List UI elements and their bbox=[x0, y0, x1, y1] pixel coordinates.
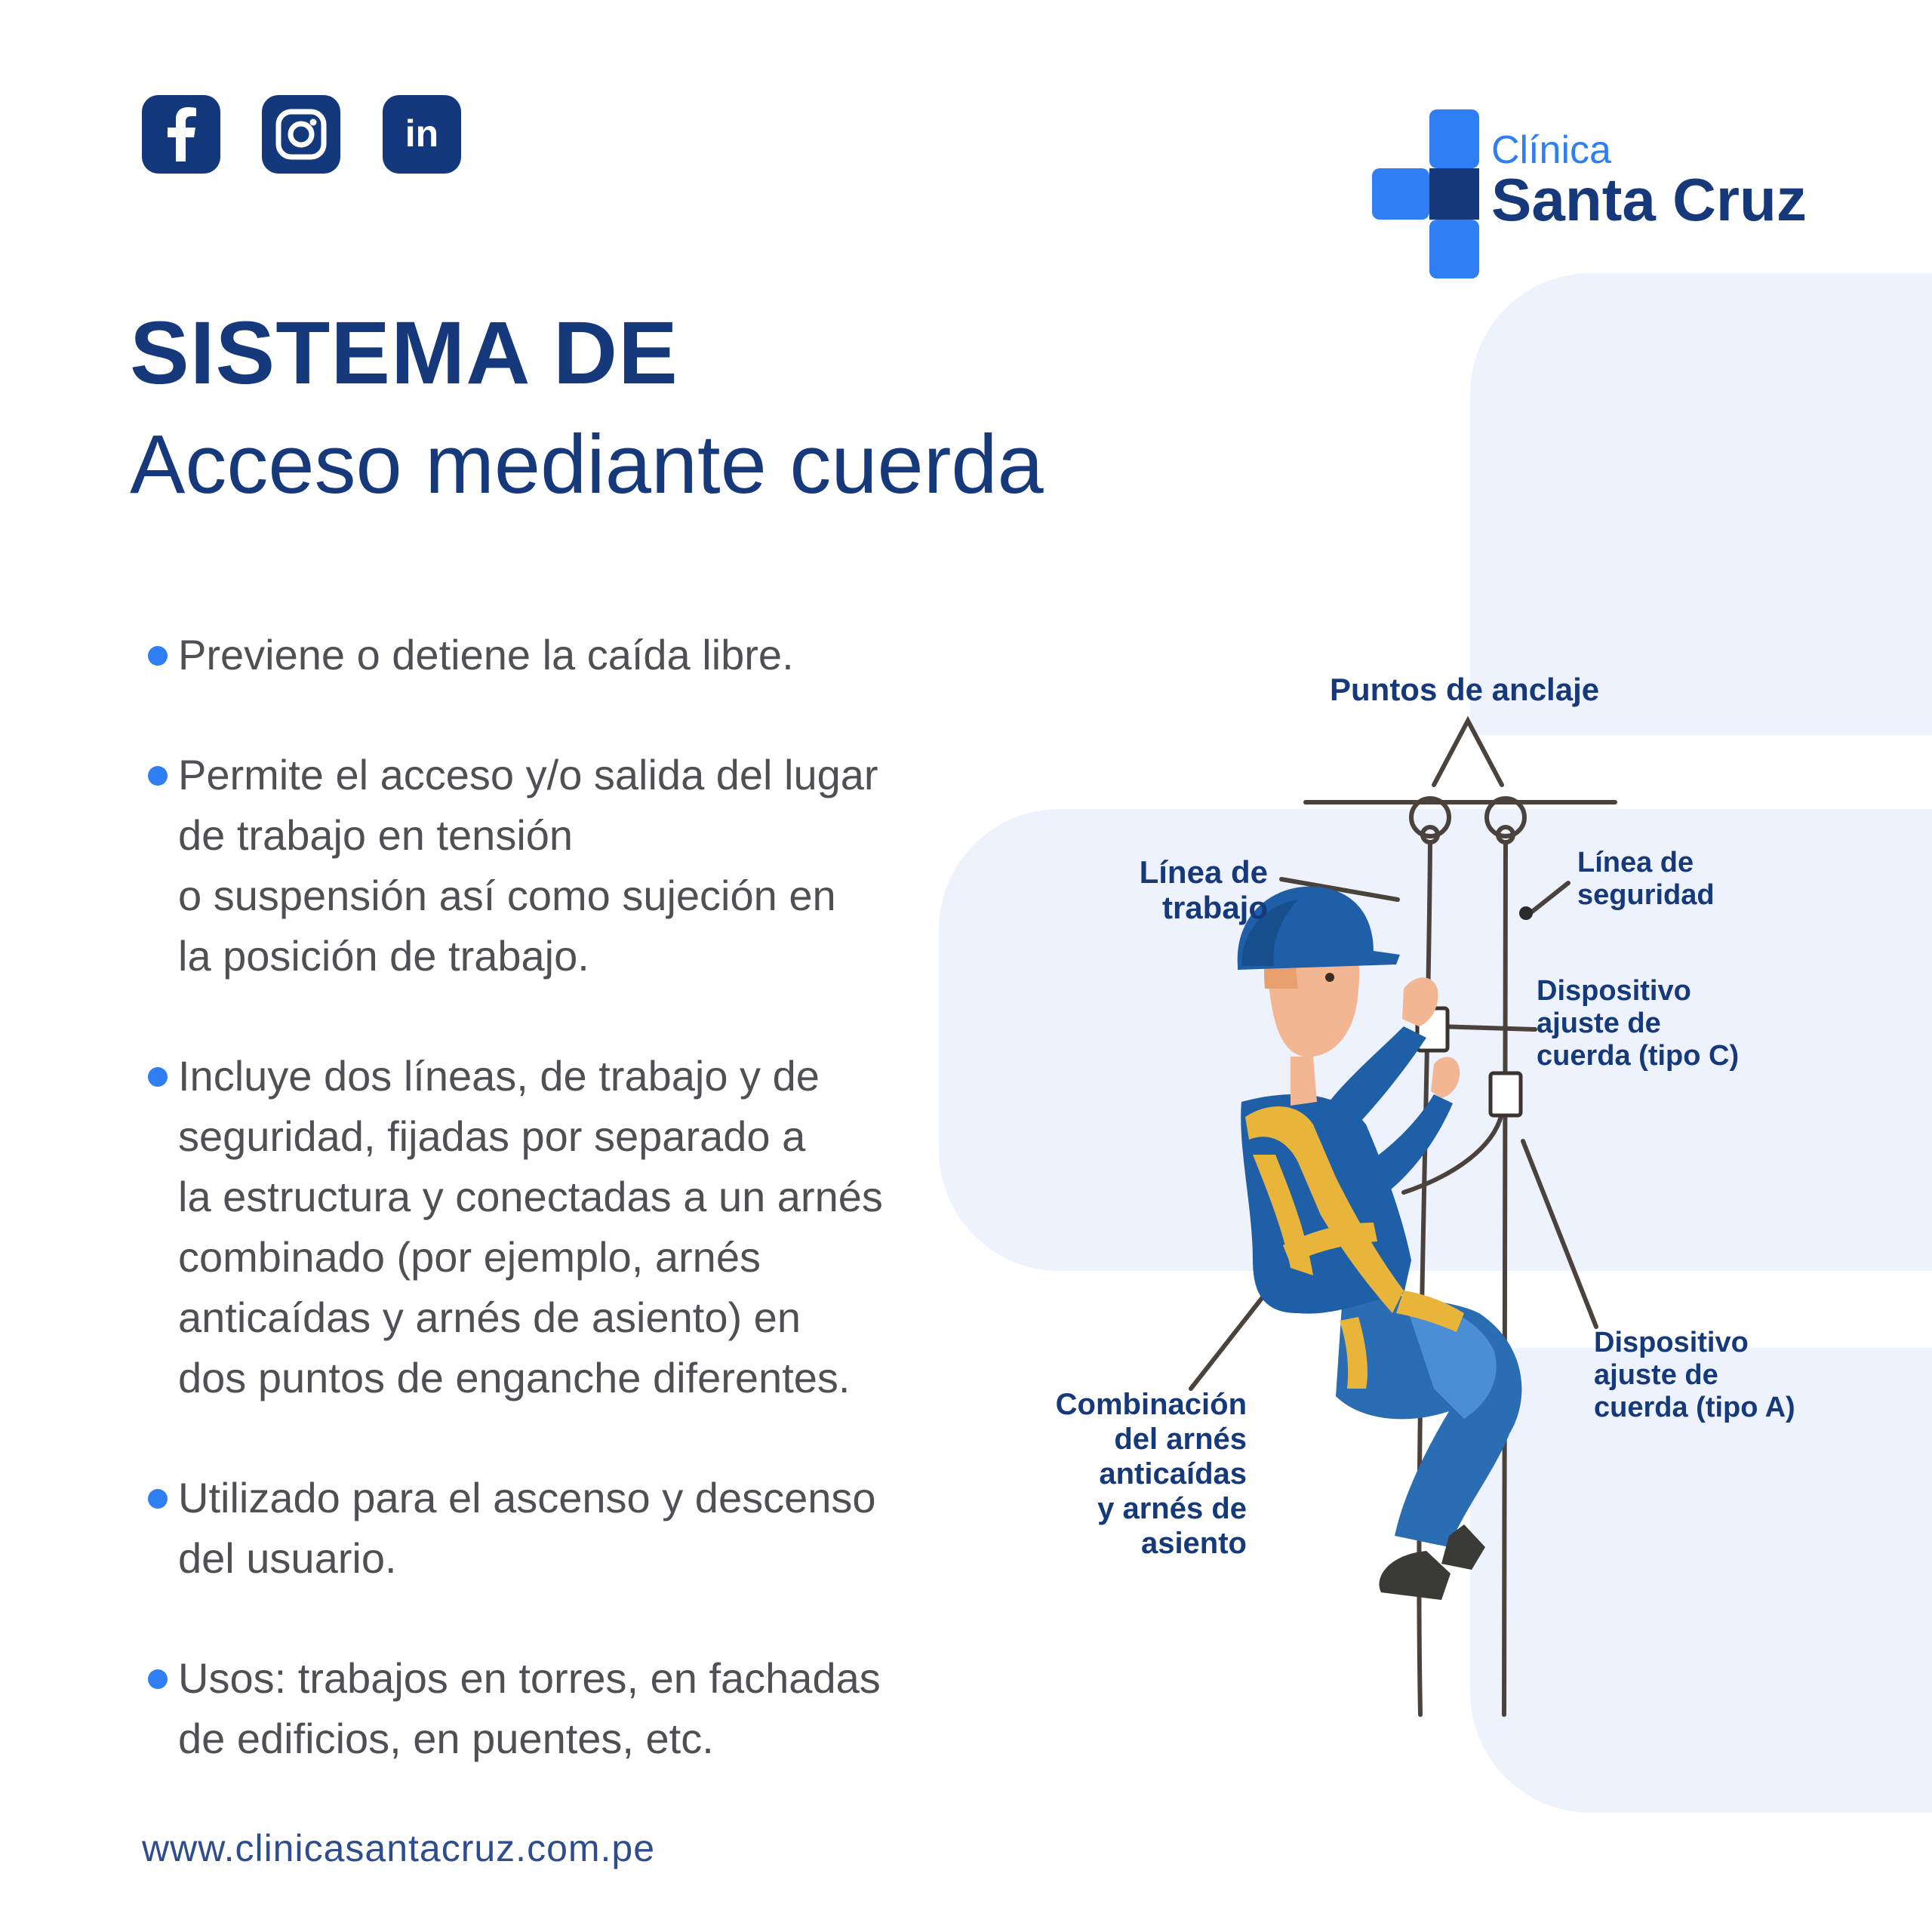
list-item bbox=[178, 625, 993, 685]
brand-line-1: Clínica bbox=[1491, 128, 1611, 172]
page-title: SISTEMA DE bbox=[130, 303, 678, 403]
page-subtitle: Acceso mediante cuerda bbox=[130, 418, 1044, 511]
website-link[interactable]: www.clinicasantacruz.com.pe bbox=[142, 1827, 656, 1869]
brand-logo bbox=[1372, 109, 1855, 283]
linkedin-button[interactable] bbox=[383, 95, 461, 174]
rope-access-illustration bbox=[981, 634, 1841, 1736]
bullet-dot-icon bbox=[148, 1067, 168, 1087]
label-safety-line: Línea de seguridad bbox=[1577, 847, 1715, 911]
bullet-dot-icon bbox=[148, 766, 168, 786]
instagram-icon bbox=[262, 95, 340, 174]
linkedin-label: in bbox=[405, 112, 439, 155]
bullet-dot-icon bbox=[148, 1669, 168, 1689]
medical-cross-icon bbox=[1372, 109, 1493, 283]
list-item bbox=[178, 1648, 993, 1769]
list-item bbox=[178, 745, 993, 986]
label-work-line: Línea de trabajo bbox=[1139, 854, 1268, 925]
brand-line-2: Santa Cruz bbox=[1491, 166, 1807, 233]
bullet-list bbox=[178, 625, 993, 1829]
facebook-button[interactable] bbox=[142, 95, 220, 174]
rope-access-diagram bbox=[981, 634, 1841, 1736]
label-harness-combination: Combinación del arnés anticaídas y arnés de asiento bbox=[1055, 1388, 1247, 1560]
bullet-dot-icon bbox=[148, 1489, 168, 1509]
list-item-text: Usos: trabajos en torres, en fachadas de edificios, en puentes, etc. bbox=[178, 1654, 881, 1762]
label-device-type-a: Dispositivo ajuste de cuerda (tipo A) bbox=[1594, 1327, 1795, 1423]
instagram-button[interactable] bbox=[262, 95, 340, 174]
label-anchor-points: Puntos de anclaje bbox=[1330, 672, 1600, 707]
list-item-text: Utilizado para el ascenso y descenso del usuario. bbox=[178, 1474, 876, 1582]
list-item bbox=[178, 1046, 993, 1408]
list-item-text: Incluye dos líneas, de trabajo y de seguridad, fijadas por separado a la estructura y conectadas a un arnés combinado (por ejemplo, arnés anticaídas y arnés de asiento) en dos puntos de enganche diferentes. bbox=[178, 1052, 883, 1401]
linkedin-icon bbox=[383, 95, 461, 174]
list-item-text: Previene o detiene la caída libre. bbox=[178, 631, 794, 678]
facebook-icon bbox=[142, 95, 220, 174]
label-device-type-c: Dispositivo ajuste de cuerda (tipo C) bbox=[1537, 975, 1740, 1072]
list-item bbox=[178, 1468, 993, 1589]
bullet-dot-icon bbox=[148, 646, 168, 666]
list-item-text: Permite el acceso y/o salida del lugar de trabajo en tensión o suspensión así como sujeción en la posición de trabajo. bbox=[178, 751, 878, 980]
